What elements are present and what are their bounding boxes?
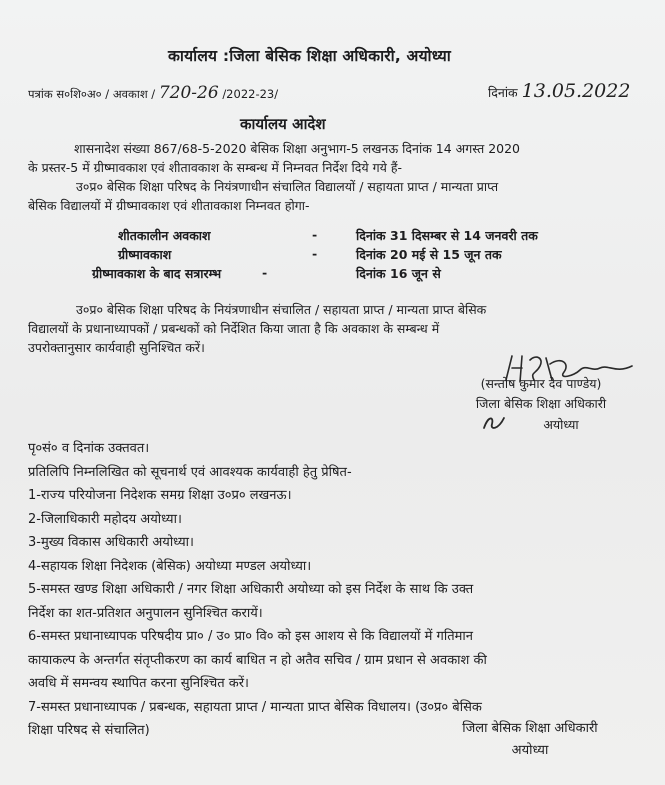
recipient-line: 5-समस्त खण्ड शिक्षा अधिकारी / नगर शिक्षा अधिकारी अयोध्या को इस निर्देश के साथ कि उक्त [28, 582, 474, 597]
signatory-designation: जिला बेसिक शिक्षा अधिकारी [462, 721, 598, 736]
date-label: दिनांक [488, 85, 518, 100]
handwritten-initials [480, 412, 508, 434]
intro-line: उ०प्र० बेसिक शिक्षा परिषद के नियंत्रणाधीन संचालित विद्यालयों / सहायता प्राप्त / मान्यता प्राप्त [76, 179, 499, 194]
recipient-line: 6-समस्त प्रधानाध्यापक परिषदीय प्रा० / उ० प्रा० वि० को इस आशय से कि विद्यालयों में गतिमान [28, 629, 473, 644]
signatory-bottom [430, 718, 630, 762]
reference-suffix: /2022-23/ [222, 87, 279, 101]
recipient-line: 1-राज्य परियोजना निदेशक समग्र शिक्षा उ०प्र० लखनऊ। [28, 488, 292, 503]
signatory-designation: जिला बेसिक शिक्षा अधिकारी [475, 396, 607, 411]
recipient-line: शिक्षा परिषद से संचालित) [28, 723, 150, 738]
intro-line: शासनादेश संख्या 867/68-5-2020 बेसिक शिक्षा अनुभाग-5 लखनऊ दिनांक 14 अगस्त 2020 [74, 141, 521, 156]
direction-line: विद्यालयों के प्रधानाध्यापकों / प्रबन्धकों को निर्देशित किया जाता है कि अवकाश के सम्बन्ध में [28, 321, 440, 336]
recipient-line: 3-मुख्य विकास अधिकारी अयोध्या। [28, 535, 194, 550]
direction-paragraph [28, 300, 638, 357]
schedule-label: ग्रीष्मावकाश के बाद सत्रारम्भ [92, 266, 222, 281]
schedule-value: दिनांक 16 जून से [356, 266, 441, 281]
signatory-place: अयोध्या [543, 417, 579, 432]
signatory-place: अयोध्या [511, 743, 549, 758]
schedule-dash: - [262, 265, 268, 280]
recipient-line: 4-सहायक शिक्षा निदेशक (बेसिक) अयोध्या मण्डल अयोध्या। [28, 558, 312, 574]
direction-line: उ०प्र० बेसिक शिक्षा परिषद के नियंत्रणाधीन संचालित / सहायता प्राप्त / मान्यता प्राप्त बेसिक [76, 302, 487, 317]
signatory-name: (सन्तोष कुमार देव पाण्डेय) [480, 376, 602, 391]
reference-number-handwritten: 720-26 [158, 83, 219, 103]
recipient-line: 2-जिलाधिकारी महोदय अयोध्या। [28, 511, 182, 527]
intro-line: के प्रस्तर-5 में ग्रीष्मावकाश एवं शीतावकाश के सम्बन्ध में निम्नवत निर्देश दिये गये हैं- [28, 160, 403, 175]
signatory-top [436, 374, 646, 436]
order-title: कार्यालय आदेश [240, 115, 326, 133]
direction-line: उपरोक्तानुसार कार्यवाही सुनिश्चित करें। [28, 340, 205, 355]
intro-line: बेसिक विद्यालयों में ग्रीष्मावकाश एवं शीतावकाश निम्नवत होगा- [28, 198, 310, 213]
office-title: कार्यालय :जिला बेसिक शिक्षा अधिकारी, अयोध्या [168, 47, 451, 65]
recipient-line: अवधि में समन्वय स्थापित करना सुनिश्चित करें। [28, 676, 249, 691]
recipient-line: निर्देश का शत-प्रतिशत अनुपालन सुनिश्चित करायें। [28, 605, 263, 621]
date-handwritten: 13.05.2022 [521, 80, 631, 102]
copy-section [28, 437, 638, 743]
copy-intro: प्रतिलिपि निम्नलिखित को सूचनार्थ एवं आवश्यक कार्यवाही हेतु प्रेषित- [28, 464, 352, 480]
copy-reference: पृ०सं० व दिनांक उक्तवत। [28, 441, 150, 456]
schedule-value: दिनांक 31 दिसम्बर से 14 जनवरी तक [356, 228, 538, 243]
schedule-value: दिनांक 20 मई से 15 जून तक [356, 247, 502, 262]
reference-prefix: पत्रांक स०शि०अ० / अवकाश / [28, 87, 156, 101]
recipient-line: कायाकल्प के अन्तर्गत संतृप्तीकरण का कार्य बाधित न हो अतैव सचिव / ग्राम प्रधान से अवकाश की [28, 652, 487, 668]
recipient-line: 7-समस्त प्रधानाध्यापक / प्रबन्धक, सहायता प्राप्त / मान्यता प्राप्त बेसिक विधालय। (उ०प्र० बेसिक [28, 699, 482, 715]
schedule-dash: - [312, 227, 318, 242]
reference-line [28, 83, 278, 103]
intro-paragraph [28, 139, 638, 215]
date-line [488, 80, 630, 102]
schedule-label: ग्रीष्मावकाश [118, 247, 172, 262]
schedule-dash: - [312, 246, 318, 261]
schedule-label: शीतकालीन अवकाश [118, 228, 211, 243]
